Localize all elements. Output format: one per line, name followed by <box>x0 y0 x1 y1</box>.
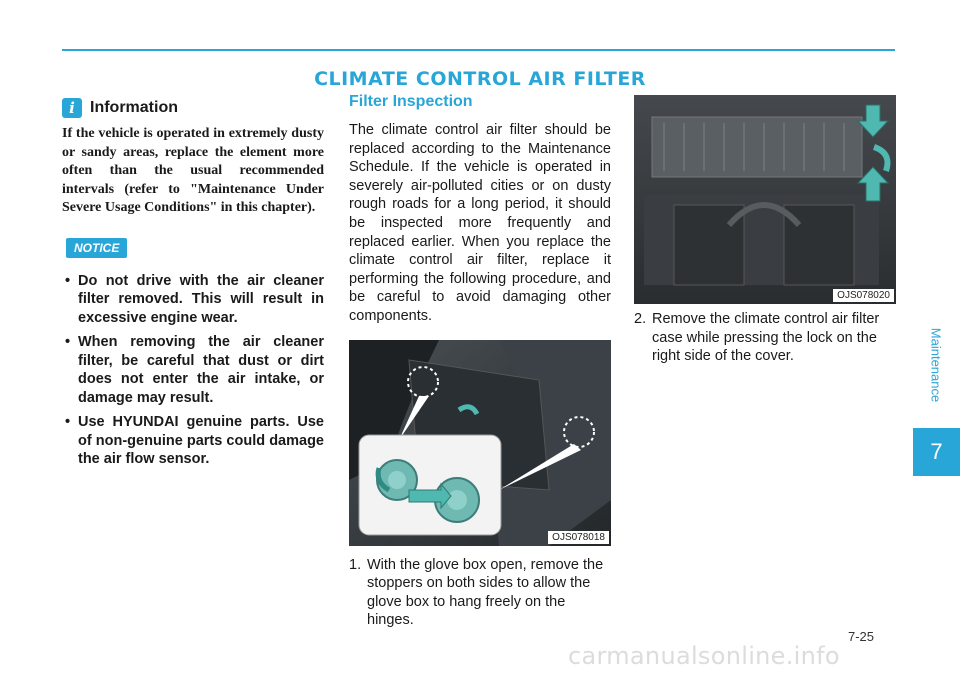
step-1 <box>349 556 611 630</box>
figure-label: OJS078018 <box>548 531 609 544</box>
step-text: Remove the climate control air filter case while pressing the lock on the right side of the cover. <box>652 311 880 365</box>
header-rule <box>62 49 895 51</box>
chapter-side-label: Maintenance <box>928 327 944 403</box>
glove-box-illustration <box>349 340 611 546</box>
step-number: 1. <box>349 556 362 573</box>
page-number: 7-25 <box>848 629 875 644</box>
info-icon: i <box>62 98 82 118</box>
section-title: CLIMATE CONTROL AIR FILTER <box>314 68 646 90</box>
information-header <box>62 95 324 121</box>
step-text: With the glove box open, remove the stoppers on both sides to allow the glove box to hang freely on the hinges. <box>367 556 604 629</box>
figure-label: OJS078020 <box>833 289 894 302</box>
notice-item: • Do not drive with the air cleaner filter removed. This will result in excessive engine wear. <box>62 272 324 328</box>
filter-inspection-text: The climate control air filter should be replaced according to the Maintenance Schedule. If the vehicle is operated in severely air-polluted cities or on dusty rough roads for a long period, it should be inspected more frequently and replaced earlier. When you replace the climate control air filter, replace it performing the following procedure, and be careful to avoid damaging other components. <box>349 122 611 324</box>
information-heading: Information <box>90 99 178 116</box>
notice-list <box>62 272 324 469</box>
step-2 <box>634 310 896 366</box>
information-text: If the vehicle is operated in extremely dusty or sandy areas, replace the element more often than the usual recommended intervals (refer to "Maintenance Under Severe Usage Conditions" in this chapter). <box>62 126 324 216</box>
middle-column <box>349 93 611 630</box>
notice-item: • When removing the air cleaner filter, be careful that dust or dirt does not enter the air intake, or damage may result. <box>62 333 324 407</box>
left-column <box>62 95 324 475</box>
filter-cover-figure <box>634 95 896 304</box>
step-number: 2. <box>634 311 647 327</box>
right-column <box>634 95 896 366</box>
filter-inspection-heading: Filter Inspection <box>349 93 473 110</box>
glove-box-figure <box>349 340 611 546</box>
chapter-tab: 7 <box>913 428 960 476</box>
watermark: carmanualsonline.info <box>568 642 840 670</box>
notice-badge: NOTICE <box>66 238 127 258</box>
notice-item: • Use HYUNDAI genuine parts. Use of non-genuine parts could damage the air flow sensor. <box>62 413 324 469</box>
filter-cover-illustration <box>634 95 896 304</box>
